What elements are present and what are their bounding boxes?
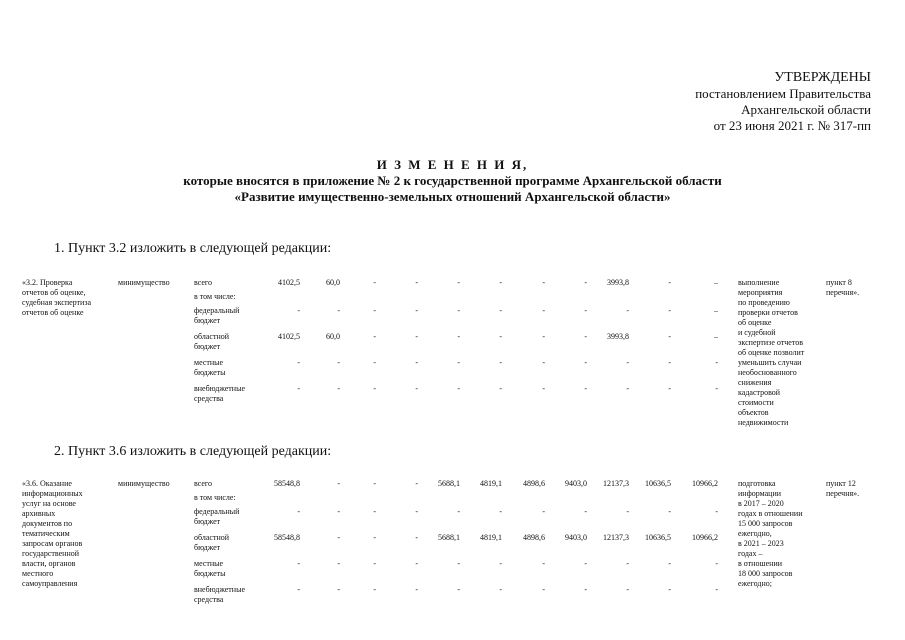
- amount-cell: -: [668, 358, 671, 367]
- amount-cell: -: [542, 306, 545, 315]
- funding-source-label: федеральный: [194, 507, 240, 516]
- amount-cell: 4898,6: [523, 533, 545, 542]
- funding-source-label: областной: [194, 332, 230, 341]
- amount-cell: -: [457, 332, 460, 341]
- amount-cell: -: [626, 585, 629, 594]
- funding-source-label: средства: [194, 394, 224, 403]
- measure-name-line: запросам органов: [22, 539, 83, 548]
- amount-cell: 5688,1: [438, 533, 460, 542]
- amount-cell: 9403,0: [565, 533, 587, 542]
- amount-cell: -: [457, 559, 460, 568]
- measure-name-line: государственной: [22, 549, 80, 558]
- amount-cell: -: [337, 306, 340, 315]
- expected-result-line: проверки отчетов: [738, 308, 798, 317]
- expected-result-line: об оценке позволит: [738, 348, 805, 357]
- expected-result-line: ежегодно;: [738, 579, 772, 588]
- funding-source-label: в том числе:: [194, 292, 236, 301]
- amount-cell: -: [337, 384, 340, 393]
- amount-cell: -: [337, 559, 340, 568]
- amount-cell: –: [714, 278, 718, 287]
- amount-cell: -: [584, 358, 587, 367]
- measure-name-line: «3.6. Оказание: [22, 479, 72, 488]
- amount-cell: -: [457, 384, 460, 393]
- amount-cell: -: [668, 559, 671, 568]
- expected-result-line: уменьшить случаи: [738, 358, 802, 367]
- expected-result-line: в 2021 – 2023: [738, 539, 784, 548]
- amount-cell: -: [337, 358, 340, 367]
- measure-name-line: «3.2. Проверка: [22, 278, 73, 287]
- expected-result-line: недвижимости: [738, 418, 789, 427]
- amount-cell: -: [499, 306, 502, 315]
- amount-cell: 4819,1: [480, 533, 502, 542]
- measure-name-line: власти, органов: [22, 559, 76, 568]
- amount-cell: -: [415, 358, 418, 367]
- amount-cell: -: [715, 507, 718, 516]
- approval-title: УТВЕРЖДЕНЫ: [774, 70, 871, 85]
- amount-cell: -: [542, 559, 545, 568]
- expected-result-line: объектов: [738, 408, 769, 417]
- amount-cell: -: [457, 507, 460, 516]
- expected-result-line: необоснованного: [738, 368, 797, 377]
- expected-result-line: об оценке: [738, 318, 772, 327]
- amount-cell: -: [373, 306, 376, 315]
- measure-name-line: услуг на основе: [22, 499, 76, 508]
- expected-result-line: 18 000 запросов: [738, 569, 793, 578]
- amount-cell: 3993,8: [607, 332, 629, 341]
- amount-cell: -: [499, 559, 502, 568]
- funding-source-label: в том числе:: [194, 493, 236, 502]
- amount-cell: 58548,8: [274, 533, 300, 542]
- amount-cell: 60,0: [326, 278, 340, 287]
- amount-cell: -: [337, 479, 340, 488]
- amount-cell: 10636,5: [645, 479, 671, 488]
- measure-name-line: отчетов об оценке,: [22, 288, 86, 297]
- funding-source-label: бюджет: [194, 316, 221, 325]
- measure-name-line: архивных: [22, 509, 56, 518]
- funding-source-label: бюджет: [194, 517, 221, 526]
- amount-cell: -: [415, 559, 418, 568]
- amount-cell: 10966,2: [692, 479, 718, 488]
- amount-cell: -: [584, 585, 587, 594]
- funding-source-label: бюджет: [194, 543, 221, 552]
- amount-cell: -: [499, 507, 502, 516]
- amount-cell: -: [415, 384, 418, 393]
- approval-line-2: Архангельской области: [741, 102, 871, 117]
- heading-line-1: которые вносятся в приложение № 2 к государственной программе Архангельской области: [183, 173, 722, 188]
- amount-cell: -: [626, 358, 629, 367]
- funding-source-label: федеральный: [194, 306, 240, 315]
- amount-cell: -: [457, 278, 460, 287]
- amount-cell: -: [668, 507, 671, 516]
- amount-cell: -: [542, 585, 545, 594]
- amount-cell: -: [584, 384, 587, 393]
- amount-cell: -: [542, 507, 545, 516]
- amount-cell: 12137,3: [603, 533, 629, 542]
- funding-source-label: средства: [194, 595, 224, 604]
- amount-cell: -: [373, 559, 376, 568]
- amount-cell: -: [373, 358, 376, 367]
- amount-cell: -: [373, 479, 376, 488]
- funding-source-label: бюджеты: [194, 368, 226, 377]
- funding-source-label: местные: [194, 559, 224, 568]
- amount-cell: -: [337, 507, 340, 516]
- amount-cell: -: [457, 306, 460, 315]
- reference-line: перечня».: [826, 489, 860, 498]
- amount-cell: -: [715, 585, 718, 594]
- amount-cell: 4102,5: [278, 278, 300, 287]
- amount-cell: 10636,5: [645, 533, 671, 542]
- amount-cell: -: [297, 585, 300, 594]
- amount-cell: -: [715, 559, 718, 568]
- measure-name-line: тематическим: [22, 529, 70, 538]
- amount-cell: -: [415, 332, 418, 341]
- amount-cell: -: [584, 278, 587, 287]
- funding-source-label: внебюджетные: [194, 585, 245, 594]
- measure-name-line: информационных: [22, 489, 83, 498]
- amount-cell: 4102,5: [278, 332, 300, 341]
- amount-cell: -: [337, 585, 340, 594]
- expected-result-line: в отношении: [738, 559, 783, 568]
- expected-result-line: выполнение: [738, 278, 780, 287]
- heading-line-2: «Развитие имущественно-земельных отношений Архангельской области»: [234, 189, 671, 204]
- measure-name-line: документов по: [22, 519, 73, 528]
- reference-line: пункт 12: [826, 479, 856, 488]
- amount-cell: -: [626, 559, 629, 568]
- funding-source-label: всего: [194, 278, 213, 287]
- measure-name-line: самоуправления: [22, 579, 78, 588]
- expected-result-line: снижения: [738, 378, 772, 387]
- amount-cell: -: [499, 358, 502, 367]
- amount-cell: -: [415, 278, 418, 287]
- section2-paragraph: 2. Пункт 3.6 изложить в следующей редакции:: [54, 444, 332, 459]
- amount-cell: -: [499, 332, 502, 341]
- heading-title: И З М Е Н Е Н И Я,: [376, 157, 529, 172]
- amount-cell: -: [715, 384, 718, 393]
- expected-result-line: кадастровой: [738, 388, 781, 397]
- amount-cell: -: [297, 559, 300, 568]
- measure-name-line: судебная экспертиза: [22, 298, 92, 307]
- funding-source-label: всего: [194, 479, 213, 488]
- approval-line-1: постановлением Правительства: [695, 86, 871, 101]
- amount-cell: -: [584, 332, 587, 341]
- amount-cell: -: [415, 585, 418, 594]
- amount-cell: -: [668, 278, 671, 287]
- amount-cell: -: [415, 533, 418, 542]
- amount-cell: -: [668, 384, 671, 393]
- amount-cell: -: [668, 332, 671, 341]
- executor: минимущество: [118, 278, 170, 287]
- measure-name-line: отчетов об оценке: [22, 308, 84, 317]
- amount-cell: -: [297, 507, 300, 516]
- amount-cell: 58548,8: [274, 479, 300, 488]
- amount-cell: 4898,6: [523, 479, 545, 488]
- amount-cell: 12137,3: [603, 479, 629, 488]
- amount-cell: -: [626, 507, 629, 516]
- amount-cell: -: [457, 585, 460, 594]
- expected-result-line: годах –: [738, 549, 763, 558]
- amount-cell: -: [373, 507, 376, 516]
- amount-cell: -: [668, 306, 671, 315]
- amount-cell: 60,0: [326, 332, 340, 341]
- funding-source-label: внебюджетные: [194, 384, 245, 393]
- amount-cell: -: [373, 332, 376, 341]
- section1-paragraph: 1. Пункт 3.2 изложить в следующей редакции:: [54, 241, 332, 256]
- expected-result-line: в 2017 – 2020: [738, 499, 784, 508]
- executor: минимущество: [118, 479, 170, 488]
- expected-result-line: подготовка: [738, 479, 776, 488]
- expected-result-line: по проведению: [738, 298, 790, 307]
- amount-cell: 10966,2: [692, 533, 718, 542]
- amount-cell: -: [499, 384, 502, 393]
- amount-cell: -: [415, 479, 418, 488]
- amount-cell: -: [499, 585, 502, 594]
- amount-cell: -: [337, 533, 340, 542]
- expected-result-line: ежегодно,: [738, 529, 772, 538]
- expected-result-line: годах в отношении: [738, 509, 803, 518]
- amount-cell: –: [714, 306, 718, 315]
- amount-cell: -: [297, 306, 300, 315]
- amount-cell: -: [373, 384, 376, 393]
- approval-block: [695, 70, 871, 134]
- amount-cell: -: [542, 358, 545, 367]
- amount-cell: 4819,1: [480, 479, 502, 488]
- measure-name-line: местного: [22, 569, 54, 578]
- amount-cell: -: [297, 358, 300, 367]
- amount-cell: -: [457, 358, 460, 367]
- amount-cell: -: [626, 306, 629, 315]
- funding-source-label: местные: [194, 358, 224, 367]
- amount-cell: -: [626, 384, 629, 393]
- expected-result-line: мероприятия: [738, 288, 783, 297]
- reference-line: перечня».: [826, 288, 860, 297]
- amount-cell: -: [373, 278, 376, 287]
- amount-cell: 9403,0: [565, 479, 587, 488]
- amount-cell: 3993,8: [607, 278, 629, 287]
- expected-result-line: и судебной: [738, 328, 776, 337]
- amount-cell: -: [297, 384, 300, 393]
- amount-cell: -: [415, 507, 418, 516]
- funding-source-label: областной: [194, 533, 230, 542]
- amount-cell: -: [499, 278, 502, 287]
- expected-result-line: стоимости: [738, 398, 774, 407]
- reference-line: пункт 8: [826, 278, 852, 287]
- amount-cell: -: [542, 384, 545, 393]
- document-heading: [0, 157, 905, 205]
- amount-cell: –: [714, 332, 718, 341]
- amount-cell: -: [584, 507, 587, 516]
- amount-cell: 5688,1: [438, 479, 460, 488]
- amount-cell: -: [373, 585, 376, 594]
- expected-result-line: информации: [738, 489, 782, 498]
- amount-cell: -: [415, 306, 418, 315]
- expected-result-line: 15 000 запросов: [738, 519, 793, 528]
- amount-cell: -: [715, 358, 718, 367]
- amount-cell: -: [584, 559, 587, 568]
- funding-source-label: бюджет: [194, 342, 221, 351]
- amount-cell: -: [542, 278, 545, 287]
- expected-result-line: экспертизе отчетов: [738, 338, 804, 347]
- amount-cell: -: [668, 585, 671, 594]
- amount-cell: -: [373, 533, 376, 542]
- approval-line-3: от 23 июня 2021 г. № 317-пп: [713, 118, 871, 133]
- amount-cell: -: [542, 332, 545, 341]
- funding-source-label: бюджеты: [194, 569, 226, 578]
- amount-cell: -: [584, 306, 587, 315]
